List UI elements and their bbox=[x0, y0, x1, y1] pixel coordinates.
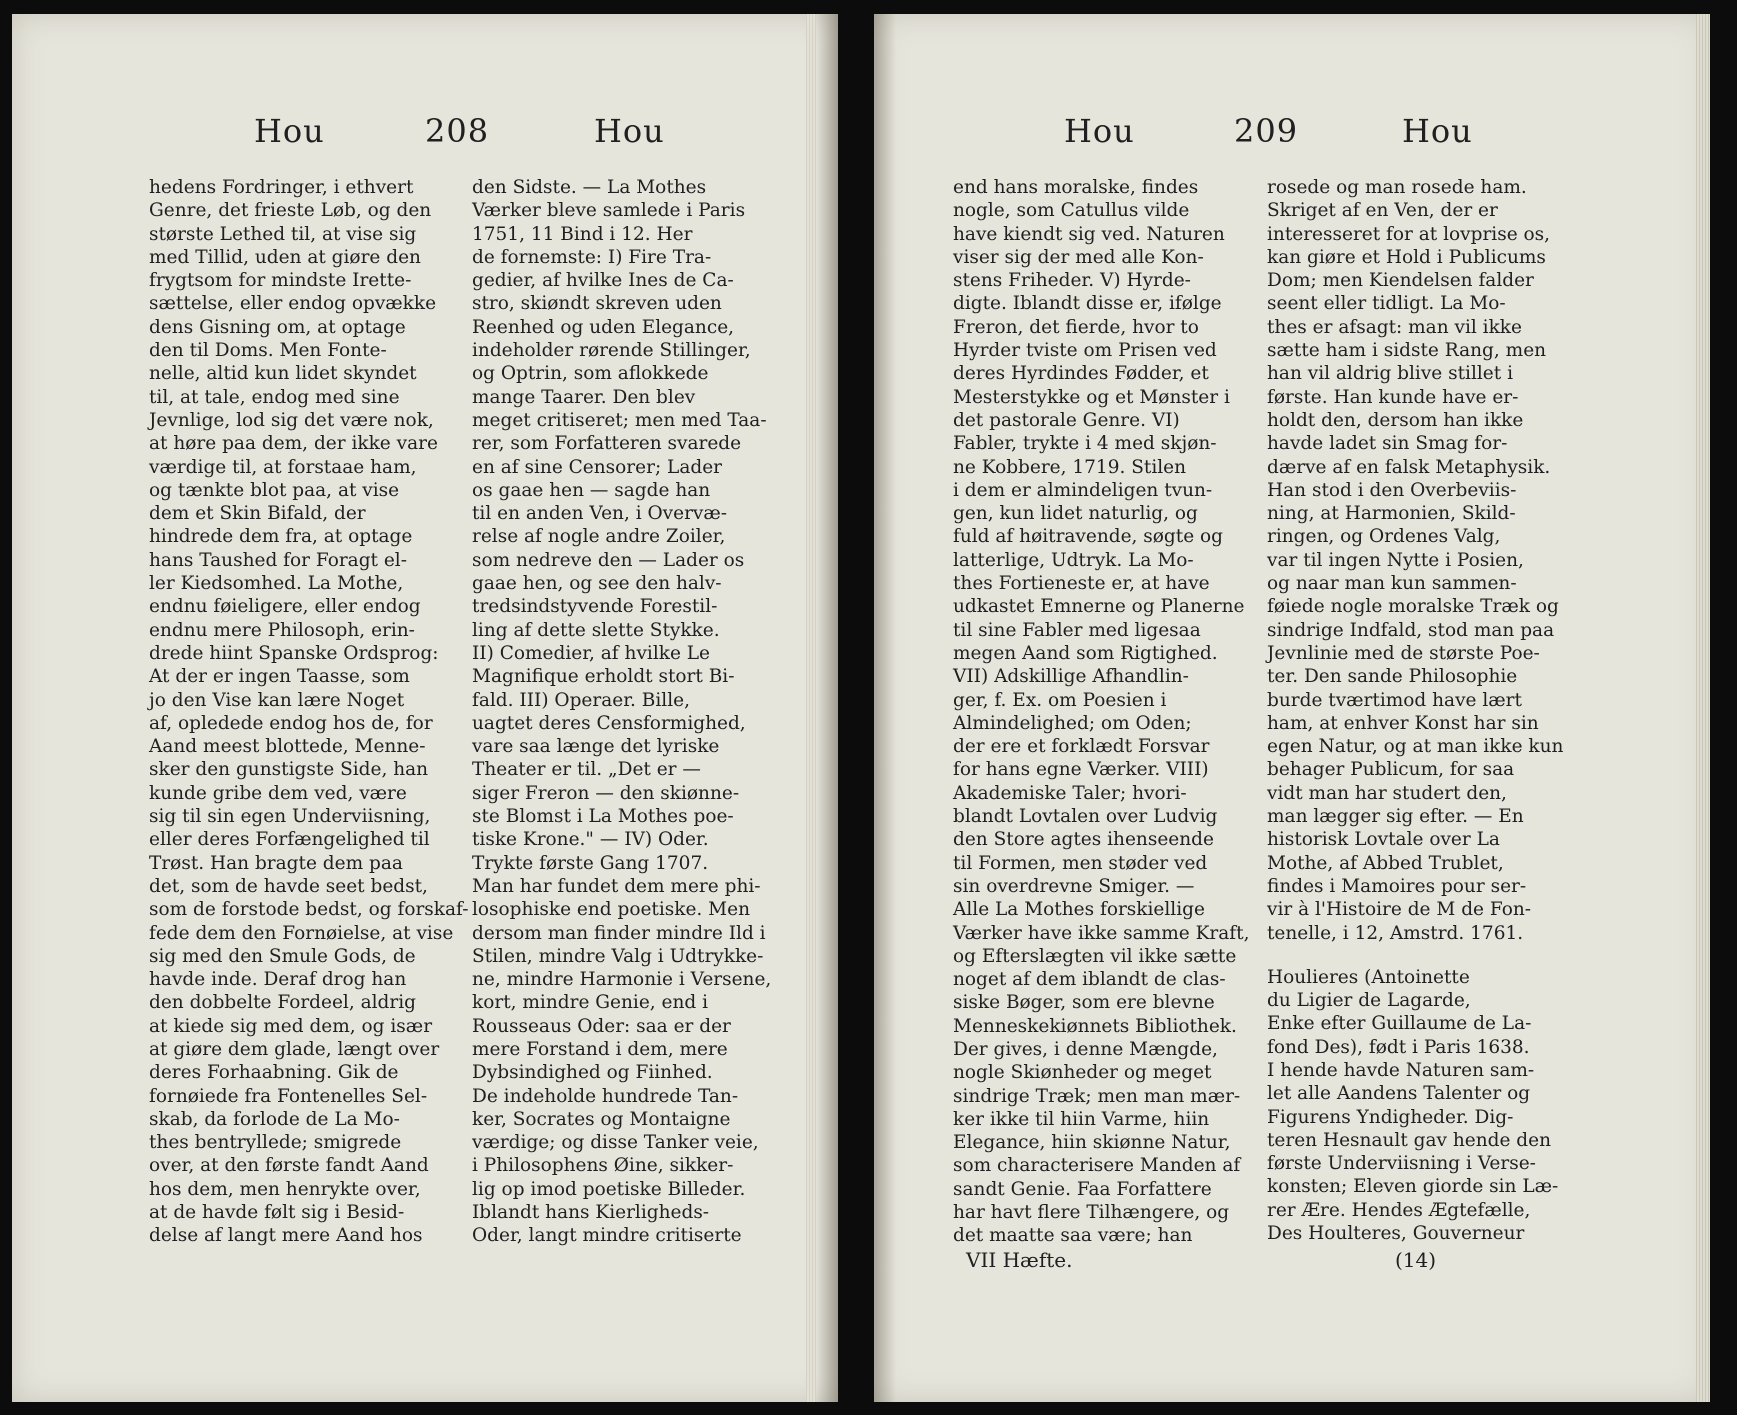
text-line: delse af langt mere Aand hos bbox=[149, 1225, 423, 1247]
text-line: nogle, som Catullus vilde bbox=[953, 200, 1190, 222]
text-line: den Store agtes ihenseende bbox=[953, 829, 1214, 851]
text-line: til, at tale, endog med sine bbox=[149, 386, 400, 408]
text-line: fede dem den Fornøielse, at vise bbox=[149, 922, 454, 944]
text-line: noget af dem iblandt de clas- bbox=[953, 969, 1226, 991]
text-line: findes i Mamoires pour ser- bbox=[1267, 875, 1527, 897]
text-line: 1751, 11 Bind i 12. Her bbox=[472, 223, 693, 245]
text-line: losophiske end poetiske. Men bbox=[472, 899, 750, 921]
page-edge bbox=[806, 14, 816, 1402]
text-line: ling af dette slette Stykke. bbox=[472, 619, 720, 641]
text-line: ne Kobbere, 1719. Stilen bbox=[953, 456, 1187, 478]
text-line: dersom man finder mindre Ild i bbox=[472, 922, 766, 944]
text-line: deres Hyrdindes Fødder, et bbox=[953, 363, 1209, 385]
left-page bbox=[12, 14, 838, 1402]
text-line: I hende havde Naturen sam- bbox=[1267, 1059, 1535, 1081]
text-line: han vil aldrig blive stillet i bbox=[1267, 363, 1513, 385]
text-line: havde inde. Deraf drog han bbox=[149, 969, 407, 991]
text-line: megen Aand som Rigtighed. bbox=[953, 642, 1218, 664]
text-line: havde ladet sin Smag for- bbox=[1267, 433, 1508, 455]
text-line: de fornemste: I) Fire Tra- bbox=[472, 246, 712, 268]
text-line: Des Houlteres, Gouverneur bbox=[1267, 1223, 1525, 1245]
text-line: egen Natur, og at man ikke kun bbox=[1267, 736, 1564, 758]
text-line: Figurens Yndigheder. Dig- bbox=[1267, 1106, 1514, 1128]
text-line: og naar man kun sammen- bbox=[1267, 573, 1517, 595]
text-line: drede hiint Spanske Ordsprog: bbox=[149, 642, 439, 664]
text-line: thes Fortieneste er, at have bbox=[953, 573, 1210, 595]
head-word-left: Hou bbox=[254, 112, 325, 150]
head-word-right: Hou bbox=[594, 112, 665, 150]
text-line: sandt Genie. Faa Forfattere bbox=[953, 1178, 1212, 1200]
text-line: siger Freron — den skiønne- bbox=[472, 782, 740, 804]
text-line: Trøst. Han bragte dem paa bbox=[149, 852, 403, 874]
text-line: frygtsom for mindste Irette- bbox=[149, 270, 412, 292]
text-line: viser sig der med alle Kon- bbox=[953, 246, 1204, 268]
text-line: for hans egne Værker. VIII) bbox=[953, 759, 1209, 781]
text-line: ker, Socrates og Montaigne bbox=[472, 1108, 731, 1130]
text-line: Der gives, i denne Mængde, bbox=[953, 1038, 1218, 1060]
text-line: endnu føieligere, eller endog bbox=[149, 596, 421, 618]
text-line: nelle, altid kun lidet skyndet bbox=[149, 363, 417, 385]
text-line: fond Des), født i Paris 1638. bbox=[1267, 1036, 1530, 1058]
text-line: Værker have ikke samme Kraft, bbox=[953, 922, 1250, 944]
text-line: ning, at Harmonien, Skild- bbox=[1267, 503, 1516, 525]
running-head bbox=[874, 112, 1710, 162]
text-line: behager Publicum, for saa bbox=[1267, 759, 1515, 781]
text-line: tenelle, i 12, Amstrd. 1761. bbox=[1267, 922, 1524, 944]
text-line: ter. Den sande Philosophie bbox=[1267, 666, 1518, 688]
text-line: Alle La Mothes forskiellige bbox=[953, 899, 1205, 921]
text-line: var til ingen Nytte i Posien, bbox=[1267, 549, 1524, 571]
text-line: Man har fundet dem mere phi- bbox=[472, 875, 761, 897]
text-column-right bbox=[472, 176, 771, 1248]
text-line: lig op imod poetiske Billeder. bbox=[472, 1178, 746, 1200]
text-line: hindrede dem fra, at optage bbox=[149, 526, 413, 548]
text-line: den Sidste. — La Mothes bbox=[472, 177, 707, 198]
text-line: sig med den Smule Gods, de bbox=[149, 945, 416, 967]
text-line: ker ikke til hiin Varme, hiin bbox=[953, 1108, 1210, 1130]
text-line: den dobbelte Fordeel, aldrig bbox=[149, 992, 416, 1014]
text-line: os gaae hen — sagde han bbox=[472, 479, 711, 501]
text-line: ste Blomst i La Mothes poe- bbox=[472, 806, 734, 828]
text-line: rosede og man rosede ham. bbox=[1267, 177, 1527, 198]
text-line: værdige; og disse Tanker veie, bbox=[472, 1132, 759, 1154]
text-line: som de forstode bedst, og forskaf- bbox=[149, 899, 469, 921]
text-line: have kiendt sig ved. Naturen bbox=[953, 223, 1225, 245]
text-line: skab, da forlode de La Mo- bbox=[149, 1108, 400, 1130]
text-line: Magnifique erholdt stort Bi- bbox=[472, 666, 735, 688]
text-column-right bbox=[1267, 176, 1563, 1245]
text-line: Dom; men Kiendelsen falder bbox=[1267, 270, 1534, 292]
text-line: ne, mindre Harmonie i Versene, bbox=[472, 969, 772, 991]
text-line: største Lethed til, at vise sig bbox=[149, 223, 417, 245]
text-line: første Underviisning i Verse- bbox=[1267, 1153, 1536, 1175]
text-line: sættelse, eller endog opvække bbox=[149, 293, 437, 315]
text-line: at de havde følt sig i Besid- bbox=[149, 1202, 405, 1224]
text-line: siske Bøger, som ere blevne bbox=[953, 992, 1215, 1014]
text-line: Trykte første Gang 1707. bbox=[472, 852, 709, 874]
text-line: og Efterslægten vil ikke sætte bbox=[953, 945, 1237, 967]
text-column-left bbox=[149, 176, 468, 1248]
text-line: Jevnlige, lod sig det være nok, bbox=[149, 409, 434, 431]
text-line: som characterisere Manden af bbox=[953, 1155, 1241, 1177]
text-line: blandt Lovtalen over Ludvig bbox=[953, 806, 1218, 828]
text-line: det, som de havde seet bedst, bbox=[149, 875, 428, 897]
text-line: føiede nogle moralske Træk og bbox=[1267, 596, 1559, 618]
text-line: i Philosophens Øine, sikker- bbox=[472, 1155, 734, 1177]
text-line: Genre, det frieste Løb, og den bbox=[149, 200, 432, 222]
text-line: VII) Adskillige Afhandlin- bbox=[953, 666, 1189, 688]
text-line: vir à l'Histoire de M de Fon- bbox=[1267, 899, 1532, 921]
head-word-right: Hou bbox=[1402, 112, 1473, 150]
text-line: relse af nogle andre Zoiler, bbox=[472, 526, 726, 548]
text-line: gen, kun lidet naturlig, og bbox=[953, 503, 1198, 525]
text-line: Mothe, af Abbed Trublet, bbox=[1267, 852, 1504, 874]
text-line: Oder, langt mindre critiserte bbox=[472, 1225, 742, 1247]
text-line: jo den Vise kan lære Noget bbox=[149, 689, 405, 711]
text-line: eller deres Forfængelighed til bbox=[149, 829, 430, 851]
text-line: Jevnlinie med de største Poe- bbox=[1267, 642, 1540, 664]
text-line: fuld af høitravende, søgte og bbox=[953, 526, 1224, 548]
text-line: med Tillid, uden at giøre den bbox=[149, 246, 421, 268]
text-line: Rousseaus Oder: saa er der bbox=[472, 1015, 731, 1037]
text-line: sig til sin egen Underviisning, bbox=[149, 806, 431, 828]
text-line: udkastet Emnerne og Planerne bbox=[953, 596, 1245, 618]
text-line: Reenhed og uden Elegance, bbox=[472, 316, 735, 338]
page-number: 208 bbox=[425, 112, 490, 150]
text-line: thes er afsagt: man vil ikke bbox=[1267, 316, 1522, 338]
text-line: første. Han kunde have er- bbox=[1267, 386, 1519, 408]
page-number: 209 bbox=[1234, 112, 1299, 150]
text-line: sindrige Træk; men man mær- bbox=[953, 1085, 1241, 1107]
text-line: meget critiseret; men med Taa- bbox=[472, 409, 767, 431]
text-line: en af sine Censorer; Lader bbox=[472, 456, 723, 478]
text-line: end hans moralske, findes bbox=[953, 177, 1199, 198]
text-line: Menneskekiønnets Bibliothek. bbox=[953, 1015, 1237, 1037]
text-line: kunde gribe dem ved, være bbox=[149, 782, 407, 804]
text-line: til Formen, men støder ved bbox=[953, 852, 1208, 874]
text-line: ringen, og Ordenes Valg, bbox=[1267, 526, 1501, 548]
text-line: De indeholde hundrede Tan- bbox=[472, 1085, 739, 1107]
text-line: hedens Fordringer, i ethvert bbox=[149, 177, 414, 198]
text-line: sin overdrevne Smiger. — bbox=[953, 875, 1195, 897]
text-line: stens Friheder. V) Hyrde- bbox=[953, 270, 1191, 292]
text-line: hos dem, men henrykte over, bbox=[149, 1178, 421, 1200]
text-line: gedier, af hvilke Ines de Ca- bbox=[472, 270, 734, 292]
text-line: sindrige Indfald, stod man paa bbox=[1267, 619, 1555, 641]
text-line: mange Taarer. Den blev bbox=[472, 386, 696, 408]
text-line: fald. III) Operaer. Bille, bbox=[472, 689, 690, 711]
text-line: tredsindstyvende Forestil- bbox=[472, 596, 718, 618]
text-line: deres Forhaabning. Gik de bbox=[149, 1062, 399, 1084]
text-line: til sine Fabler med ligesaa bbox=[953, 619, 1201, 641]
text-line: konsten; Eleven giorde sin Læ- bbox=[1267, 1176, 1559, 1198]
text-line: Iblandt hans Kierligheds- bbox=[472, 1202, 710, 1224]
text-line: indeholder rørende Stillinger, bbox=[472, 340, 751, 362]
text-line: At der er ingen Taasse, som bbox=[149, 666, 410, 688]
text-line: har havt flere Tilhængere, og bbox=[953, 1202, 1230, 1224]
text-line: vidt man har studert den, bbox=[1267, 782, 1507, 804]
text-line: til en anden Ven, i Overvæ- bbox=[472, 503, 728, 525]
text-line: interesseret for at lovprise os, bbox=[1267, 223, 1551, 245]
text-line: sker den gunstigste Side, han bbox=[149, 759, 429, 781]
text-line: vare saa længe det lyriske bbox=[472, 736, 720, 758]
text-line: Almindelighed; om Oden; bbox=[953, 712, 1192, 734]
text-line: det maatte saa være; han bbox=[953, 1225, 1193, 1247]
text-line: Enke efter Guillaume de La- bbox=[1267, 1013, 1532, 1035]
text-line: ler Kiedsomhed. La Mothe, bbox=[149, 573, 404, 595]
text-line: at kiede sig med dem, og især bbox=[149, 1015, 433, 1037]
text-line: Værker bleve samlede i Paris bbox=[472, 200, 746, 222]
running-head bbox=[12, 112, 838, 162]
text-line: gaae hen, og see den halv- bbox=[472, 573, 722, 595]
text-line: du Ligier de Lagarde, bbox=[1267, 990, 1471, 1012]
text-line: Stilen, mindre Valg i Udtrykke- bbox=[472, 945, 764, 967]
paragraph-gap bbox=[1267, 945, 1563, 966]
text-column-left bbox=[953, 176, 1249, 1248]
text-line: burde tværtimod have lært bbox=[1267, 689, 1522, 711]
text-line: over, at den første fandt Aand bbox=[149, 1155, 429, 1177]
text-line: rer Ære. Hendes Ægtefælle, bbox=[1267, 1199, 1531, 1221]
text-line: og Optrin, som aflokkede bbox=[472, 363, 709, 385]
text-line: endnu mere Philosoph, erin- bbox=[149, 619, 415, 641]
text-line: og tænkte blot paa, at vise bbox=[149, 479, 400, 501]
text-line: uagtet deres Censformighed, bbox=[472, 712, 746, 734]
text-line: Elegance, hiin skiønne Natur, bbox=[953, 1132, 1231, 1154]
text-line: Freron, det fierde, hvor to bbox=[953, 316, 1199, 338]
text-line: kort, mindre Genie, end i bbox=[472, 992, 709, 1014]
signature-mark: VII Hæfte. bbox=[966, 1248, 1073, 1272]
text-line: det pastorale Genre. VI) bbox=[953, 409, 1180, 431]
text-line: stro, skiøndt skreven uden bbox=[472, 293, 722, 315]
text-line: tiske Krone." — IV) Oder. bbox=[472, 829, 709, 851]
text-line: thes bentryllede; smigrede bbox=[149, 1132, 402, 1154]
text-line: værdige til, at forstaae ham, bbox=[149, 456, 417, 478]
text-line: man lægger sig efter. — En bbox=[1267, 806, 1524, 828]
text-line: at høre paa dem, der ikke vare bbox=[149, 433, 438, 455]
text-line: teren Hesnault gav hende den bbox=[1267, 1129, 1551, 1151]
text-line: kan giøre et Hold i Publicums bbox=[1267, 246, 1546, 268]
text-line: af, opledede endog hos de, for bbox=[149, 712, 433, 734]
text-line: let alle Aandens Talenter og bbox=[1267, 1083, 1531, 1105]
text-line: der ere et forklædt Forsvar bbox=[953, 736, 1210, 758]
text-line: som nedreve den — Lader os bbox=[472, 549, 745, 571]
text-line: nogle Skiønheder og meget bbox=[953, 1062, 1212, 1084]
text-line: rer, som Forfatteren svarede bbox=[472, 433, 742, 455]
text-line: i dem er almindeligen tvun- bbox=[953, 479, 1213, 501]
text-line: ham, at enhver Konst har sin bbox=[1267, 712, 1539, 734]
text-line: Aand meest blottede, Menne- bbox=[149, 736, 426, 758]
text-line: dærve af en falsk Metaphysik. bbox=[1267, 456, 1551, 478]
text-line: holdt den, dersom han ikke bbox=[1267, 409, 1524, 431]
text-line: digte. Iblandt disse er, ifølge bbox=[953, 293, 1222, 315]
right-page bbox=[874, 14, 1710, 1402]
text-line: seent eller tidligt. La Mo- bbox=[1267, 293, 1506, 315]
text-line: II) Comedier, af hvilke Le bbox=[472, 642, 711, 664]
head-word-left: Hou bbox=[1064, 112, 1135, 150]
text-line: sætte ham i sidste Rang, men bbox=[1267, 340, 1547, 362]
text-line: Akademiske Taler; hvori- bbox=[953, 782, 1187, 804]
text-line: Fabler, trykte i 4 med skjøn- bbox=[953, 433, 1217, 455]
text-line: Theater er til. „Det er — bbox=[472, 759, 701, 781]
text-line: dem et Skin Bifald, der bbox=[149, 503, 366, 525]
text-line: latterlige, Udtryk. La Mo- bbox=[953, 549, 1194, 571]
text-line: den til Doms. Men Fonte- bbox=[149, 340, 387, 362]
text-line: mere Forstand i dem, mere bbox=[472, 1038, 728, 1060]
text-line: Houlieres (Antoinette bbox=[1267, 966, 1470, 988]
text-line: hans Taushed for Foragt el- bbox=[149, 549, 407, 571]
text-line: dens Gisning om, at optage bbox=[149, 316, 406, 338]
text-line: historisk Lovtale over La bbox=[1267, 829, 1500, 851]
text-line: Hyrder tvistе om Prisen ved bbox=[953, 340, 1217, 362]
text-line: fornøiede fra Fontenelles Sel- bbox=[149, 1085, 428, 1107]
text-line: Mesterstykke og et Mønster i bbox=[953, 386, 1230, 408]
sheet-number: (14) bbox=[1395, 1248, 1437, 1272]
text-line: Dybsindighed og Fiinhed. bbox=[472, 1062, 713, 1084]
text-line: Han stod i den Overbeviis- bbox=[1267, 479, 1517, 501]
text-line: at giøre dem glade, længt over bbox=[149, 1038, 440, 1060]
text-line: ger, f. Ex. om Poesien i bbox=[953, 689, 1167, 711]
text-line: Skriget af en Ven, der er bbox=[1267, 200, 1498, 222]
page-edge bbox=[1696, 14, 1710, 1402]
